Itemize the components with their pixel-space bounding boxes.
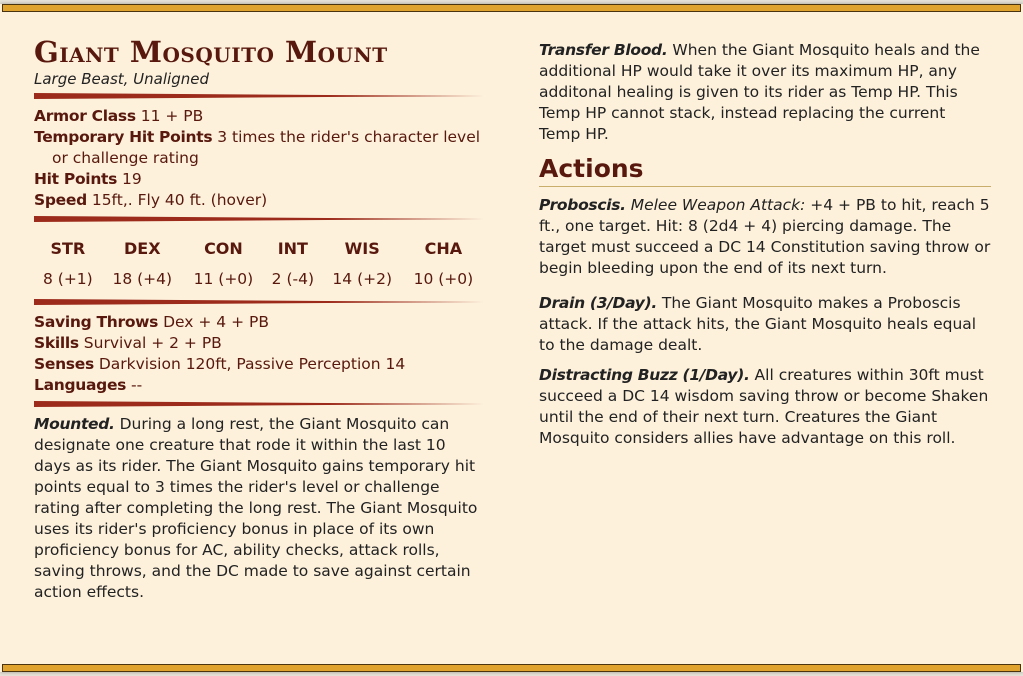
- speed-label: Speed: [34, 191, 87, 209]
- action-proboscis: [539, 195, 991, 279]
- ability-score: 2 (-4): [271, 270, 314, 288]
- speed: [34, 190, 484, 211]
- skills: [34, 333, 484, 354]
- skills-label: Skills: [34, 334, 79, 352]
- action-distracting-buzz: [539, 365, 991, 449]
- ability-name: INT: [277, 238, 308, 258]
- senses-value: Darkvision 120ft, Passive Perception 14: [98, 355, 406, 373]
- saving-throws: [34, 312, 484, 333]
- languages: [34, 375, 484, 396]
- armor-class-label: Armor Class: [34, 107, 136, 125]
- actions-heading: Actions: [539, 154, 991, 187]
- action-name: Proboscis.: [539, 196, 626, 214]
- thp-label: Temporary Hit Points: [34, 128, 213, 146]
- trait-text: During a long rest, the Giant Mosquito can designate one creature that rode it within the last 10 days as its rider. The Giant Mosquito gains temporary hit points equal to 3 times the rider's level or challenge rating after completing the long rest. The Giant Mosquito uses its rider's proficiency bonus in place of its own proficiency bonus for AC, ability checks, attack rolls, saving throws, and the DC made to save against certain action effects.: [34, 415, 478, 601]
- ability-score: 8 (+1): [42, 270, 93, 288]
- armor-class-value: 11 + PB: [140, 107, 204, 125]
- temporary-hit-points: [34, 127, 484, 169]
- ability-score: 14 (+2): [332, 270, 393, 288]
- languages-value: --: [131, 376, 143, 394]
- armor-class: [34, 106, 484, 127]
- divider: [34, 93, 484, 99]
- ability-name: CON: [204, 238, 243, 258]
- divider: [34, 299, 484, 305]
- action-text: +4 + PB to hit, reach 5 ft., one target. Hit: 8 (2d4 + 4) piercing damage. The target must succeed a DC 14 Constitution saving throw or begin bleeding upon the end of its next turn.: [539, 196, 991, 277]
- speed-value: 15ft,. Fly 40 ft. (hover): [91, 191, 268, 209]
- action-name: Drain (3/Day).: [539, 294, 657, 312]
- divider: [34, 216, 484, 222]
- attack-type: Melee Weapon Attack:: [630, 196, 806, 214]
- languages-label: Languages: [34, 376, 127, 394]
- ability-score: 11 (+0): [193, 270, 254, 288]
- monster-name: Giant Mosquito Mount: [34, 35, 388, 69]
- senses: [34, 354, 484, 375]
- trait-text: When the Giant Mosquito heals and the additional HP would take it over its maximum HP, any additonal healing is given to its rider as Temp HP. This Temp HP cannot stack, instead replacing the current Temp HP.: [539, 41, 980, 143]
- action-drain: [539, 293, 991, 356]
- top-border-bar: [2, 4, 1021, 12]
- ability-score: 18 (+4): [112, 270, 173, 288]
- ability-name: WIS: [344, 238, 380, 258]
- divider: [34, 401, 484, 407]
- trait-transfer-blood: [539, 40, 991, 145]
- trait-mounted: [34, 414, 484, 603]
- bottom-border-bar: [2, 664, 1021, 672]
- trait-name: Transfer Blood.: [539, 41, 668, 59]
- senses-label: Senses: [34, 355, 94, 373]
- hit-points-value: 19: [122, 170, 142, 188]
- action-text: All creatures within 30ft must succeed a DC 14 wisdom saving throw or become Shaken until the end of their next turn. Creatures the Giant Mosquito considers allies have advantage on this roll.: [539, 366, 989, 447]
- stat-block-card: [0, 4, 1023, 672]
- hit-points-label: Hit Points: [34, 170, 118, 188]
- skills-value: Survival + 2 + PB: [83, 334, 222, 352]
- monster-meta: Large Beast, Unaligned: [34, 70, 209, 88]
- saving-throws-label: Saving Throws: [34, 313, 159, 331]
- trait-name: Mounted.: [34, 415, 115, 433]
- action-text: The Giant Mosquito makes a Proboscis attack. If the attack hits, the Giant Mosquito heals equal to the damage dealt.: [539, 294, 977, 354]
- ability-name: CHA: [424, 238, 463, 258]
- hit-points: [34, 169, 484, 190]
- thp-value: 3 times the rider's character level or challenge rating: [52, 128, 481, 167]
- ability-score: 10 (+0): [413, 270, 474, 288]
- left-column: [34, 34, 484, 612]
- ability-name: DEX: [124, 238, 161, 258]
- right-column: [539, 40, 991, 458]
- ability-name: STR: [50, 238, 86, 258]
- ability-scores-table: [34, 236, 484, 294]
- saving-throws-value: Dex + 4 + PB: [163, 313, 269, 331]
- action-name: Distracting Buzz (1/Day).: [539, 366, 750, 384]
